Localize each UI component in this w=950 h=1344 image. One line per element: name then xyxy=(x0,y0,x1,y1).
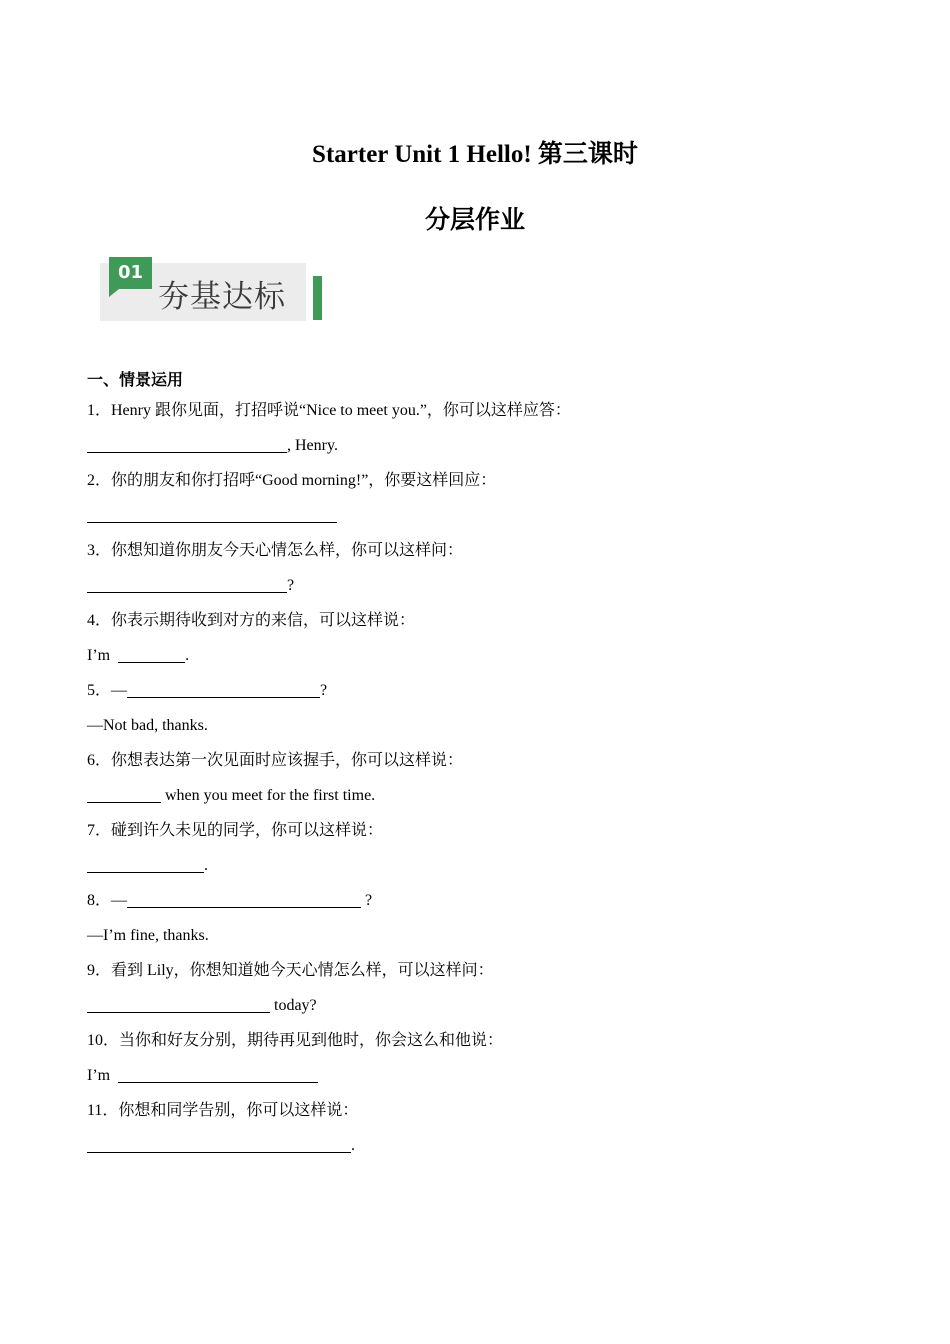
answer-suffix: . xyxy=(351,1137,355,1154)
question-3-prompt: 3．你想知道你朋友今天心情怎么样，你可以这样问： xyxy=(87,542,464,559)
answer-blank[interactable] xyxy=(87,576,287,593)
question-11-prompt: 11．你想和同学告别，你可以这样说： xyxy=(87,1102,359,1119)
question-7-answer xyxy=(87,851,887,886)
badge-bar xyxy=(313,276,322,320)
answer-blank[interactable] xyxy=(127,891,361,908)
answer-suffix: . xyxy=(185,647,190,664)
question-prompt: 8．— xyxy=(87,892,128,909)
answer-suffix: . xyxy=(204,857,208,874)
answer-blank[interactable] xyxy=(87,856,204,873)
question-prompt: 5．— xyxy=(87,682,128,699)
exercise-list xyxy=(87,396,887,1166)
question-1-prompt: 1．Henry 跟你见面，打招呼说“Nice to meet you.”，你可以这样应答： xyxy=(87,402,571,419)
answer-prefix: I’m xyxy=(87,647,115,664)
badge-label: 夯基达标 xyxy=(158,279,286,315)
question-1-answer xyxy=(87,431,887,466)
section-badge xyxy=(100,257,325,321)
question-4-prompt: 4．你表示期待收到对方的来信，可以这样说： xyxy=(87,612,416,629)
answer-suffix: ? xyxy=(361,892,373,909)
answer-blank[interactable] xyxy=(127,681,320,698)
answer-blank[interactable] xyxy=(87,1136,351,1153)
question-2-prompt: 2．你的朋友和你打招呼“Good morning!”，你要这样回应： xyxy=(87,472,497,489)
question-11-answer xyxy=(87,1131,887,1166)
answer-blank[interactable] xyxy=(87,996,270,1013)
question-9-answer xyxy=(87,991,887,1026)
question-2-answer xyxy=(87,501,887,536)
question-6-prompt: 6．你想表达第一次见面时应该握手，你可以这样说： xyxy=(87,752,464,769)
question-10-answer xyxy=(87,1061,887,1096)
question-6-answer xyxy=(87,781,887,816)
badge-tail-shape xyxy=(109,289,119,297)
answer-suffix: today? xyxy=(270,997,317,1014)
answer-blank[interactable] xyxy=(87,506,337,523)
answer-blank[interactable] xyxy=(87,786,161,803)
question-8-prompt xyxy=(87,886,887,921)
question-4-answer xyxy=(87,641,887,676)
answer-suffix: ? xyxy=(320,682,328,699)
question-9-prompt: 9．看到 Lily，你想知道她今天心情怎么样，可以这样问： xyxy=(87,962,494,979)
section-heading: 一、情景运用 xyxy=(87,370,184,389)
question-7-prompt: 7．碰到许久未见的同学，你可以这样说： xyxy=(87,822,384,839)
question-3-answer xyxy=(87,571,887,606)
answer-suffix: when you meet for the first time. xyxy=(161,787,376,804)
answer-blank[interactable] xyxy=(118,1066,318,1083)
question-8-reply: —I’m fine, thanks. xyxy=(87,927,209,944)
answer-blank[interactable] xyxy=(118,646,185,663)
page-title: Starter Unit 1 Hello! 第三课时 xyxy=(312,141,638,168)
answer-blank[interactable] xyxy=(87,436,287,453)
question-5-prompt xyxy=(87,676,887,711)
answer-suffix: ? xyxy=(287,577,295,594)
question-5-reply: —Not bad, thanks. xyxy=(87,717,208,734)
answer-prefix: I’m xyxy=(87,1067,115,1084)
badge-number: 01 xyxy=(109,257,152,289)
answer-suffix: , Henry. xyxy=(287,437,338,454)
question-10-prompt: 10．当你和好友分别，期待再见到他时，你会这么和他说： xyxy=(87,1032,504,1049)
page-subtitle: 分层作业 xyxy=(424,207,525,234)
